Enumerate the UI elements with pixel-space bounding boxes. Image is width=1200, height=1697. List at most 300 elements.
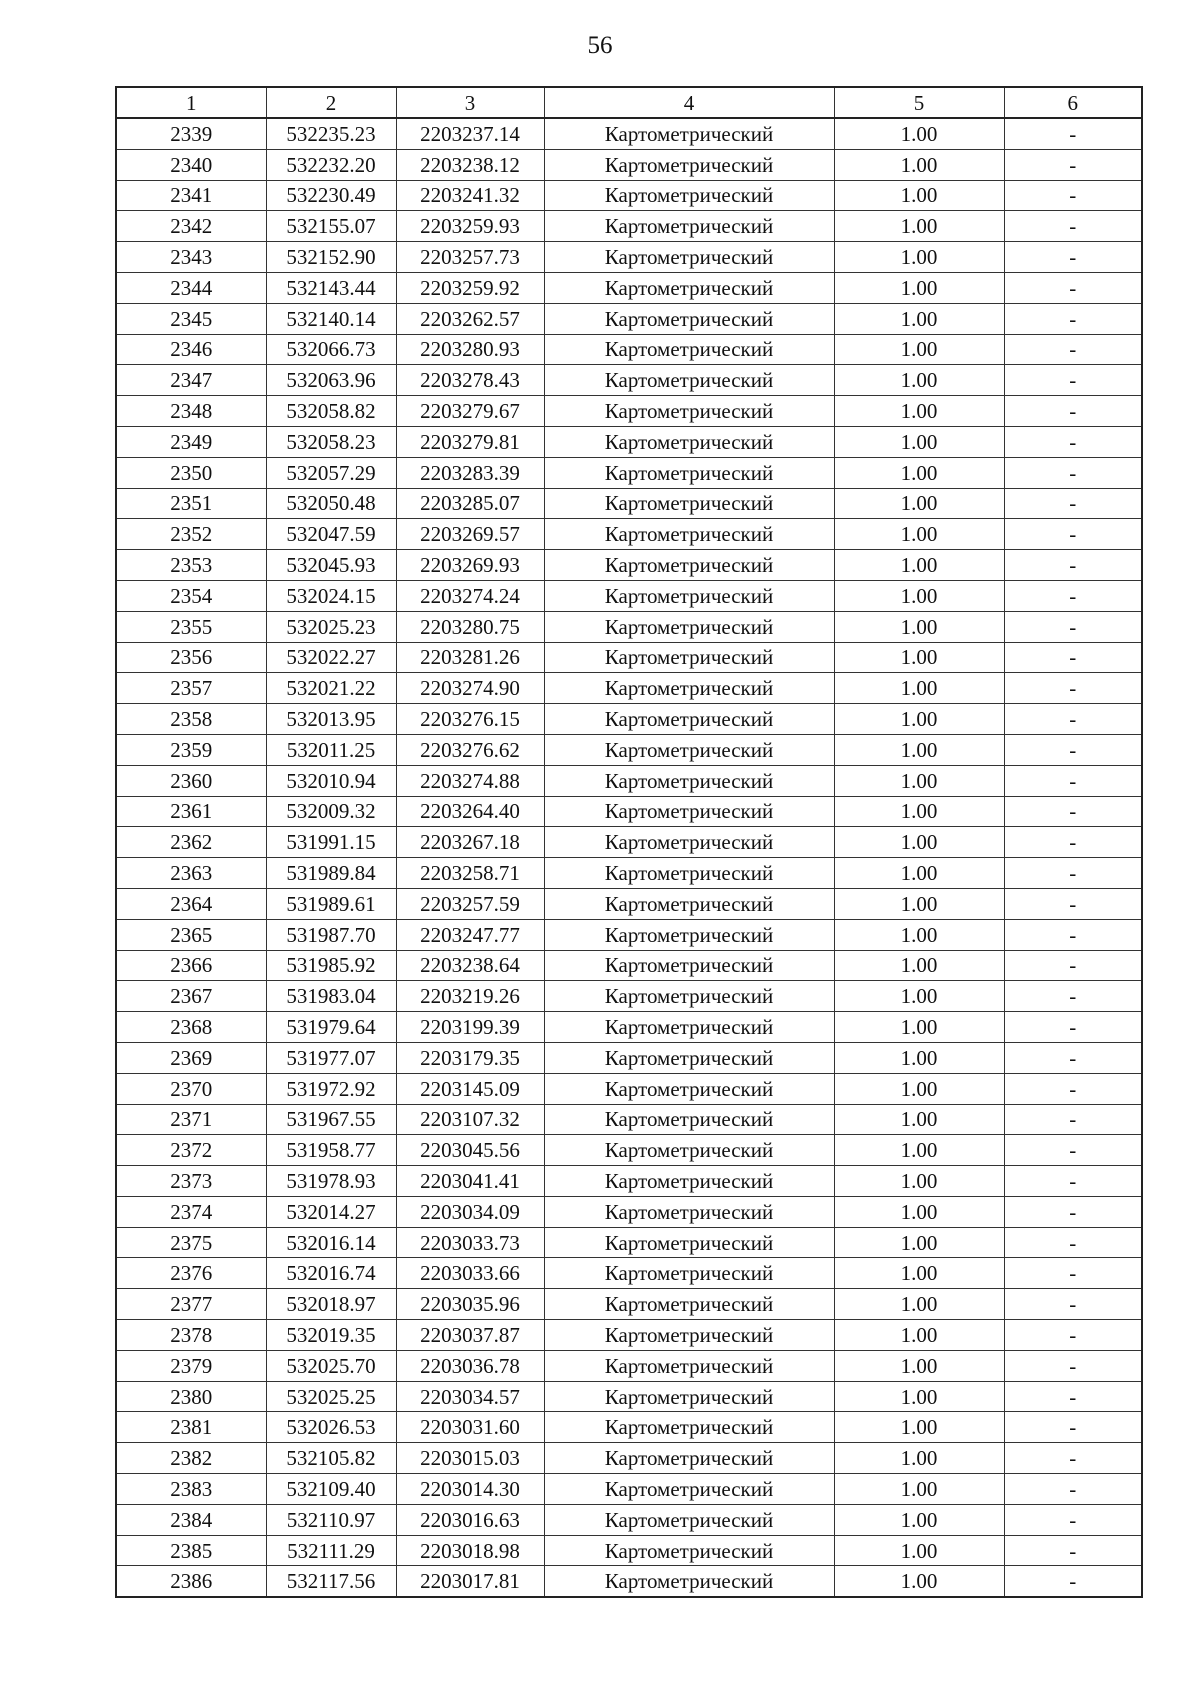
table-row — [116, 1350, 1142, 1381]
cell-method: Картометрический — [544, 1073, 834, 1104]
cell-method: Картометрический — [544, 1227, 834, 1258]
cell-point-number: 2340 — [116, 149, 266, 180]
cell-description: - — [1004, 1258, 1142, 1289]
table-row — [116, 1196, 1142, 1227]
column-header-2: 2 — [266, 87, 396, 118]
cell-method: Картометрический — [544, 334, 834, 365]
cell-point-number: 2357 — [116, 673, 266, 704]
cell-coord-y: 2203259.92 — [396, 272, 544, 303]
cell-coord-x: 532066.73 — [266, 334, 396, 365]
cell-accuracy: 1.00 — [834, 519, 1004, 550]
cell-accuracy: 1.00 — [834, 1350, 1004, 1381]
cell-coord-x: 532025.25 — [266, 1381, 396, 1412]
table-row — [116, 1104, 1142, 1135]
cell-method: Картометрический — [544, 365, 834, 396]
cell-point-number: 2363 — [116, 858, 266, 889]
cell-point-number: 2360 — [116, 765, 266, 796]
cell-accuracy: 1.00 — [834, 580, 1004, 611]
cell-point-number: 2356 — [116, 642, 266, 673]
cell-coord-y: 2203017.81 — [396, 1566, 544, 1597]
cell-method: Картометрический — [544, 1566, 834, 1597]
cell-accuracy: 1.00 — [834, 272, 1004, 303]
cell-accuracy: 1.00 — [834, 673, 1004, 704]
cell-point-number: 2364 — [116, 888, 266, 919]
cell-accuracy: 1.00 — [834, 1012, 1004, 1043]
cell-coord-y: 2203035.96 — [396, 1289, 544, 1320]
cell-method: Картометрический — [544, 981, 834, 1012]
table-row — [116, 519, 1142, 550]
cell-coord-x: 532058.82 — [266, 396, 396, 427]
cell-accuracy: 1.00 — [834, 1412, 1004, 1443]
cell-method: Картометрический — [544, 704, 834, 735]
column-header-4: 4 — [544, 87, 834, 118]
table-row — [116, 950, 1142, 981]
cell-description: - — [1004, 396, 1142, 427]
table-row — [116, 550, 1142, 581]
table-row — [116, 272, 1142, 303]
table-row — [116, 1535, 1142, 1566]
cell-accuracy: 1.00 — [834, 396, 1004, 427]
cell-coord-x: 532025.23 — [266, 611, 396, 642]
cell-coord-y: 2203259.93 — [396, 211, 544, 242]
cell-coord-x: 532011.25 — [266, 734, 396, 765]
cell-accuracy: 1.00 — [834, 1196, 1004, 1227]
cell-method: Картометрический — [544, 303, 834, 334]
cell-coord-x: 532230.49 — [266, 180, 396, 211]
cell-point-number: 2379 — [116, 1350, 266, 1381]
cell-method: Картометрический — [544, 796, 834, 827]
cell-accuracy: 1.00 — [834, 365, 1004, 396]
cell-coord-y: 2203033.66 — [396, 1258, 544, 1289]
page-number: 56 — [587, 32, 613, 59]
cell-method: Картометрический — [544, 1289, 834, 1320]
cell-accuracy: 1.00 — [834, 858, 1004, 889]
cell-coord-y: 2203276.15 — [396, 704, 544, 735]
cell-coord-y: 2203279.81 — [396, 426, 544, 457]
coordinates-table — [115, 86, 1143, 1598]
cell-method: Картометрический — [544, 888, 834, 919]
cell-coord-y: 2203276.62 — [396, 734, 544, 765]
cell-method: Картометрический — [544, 1135, 834, 1166]
cell-point-number: 2376 — [116, 1258, 266, 1289]
cell-method: Картометрический — [544, 519, 834, 550]
cell-coord-y: 2203219.26 — [396, 981, 544, 1012]
cell-method: Картометрический — [544, 1504, 834, 1535]
cell-coord-x: 532111.29 — [266, 1535, 396, 1566]
cell-accuracy: 1.00 — [834, 303, 1004, 334]
table-row — [116, 242, 1142, 273]
cell-description: - — [1004, 1073, 1142, 1104]
cell-point-number: 2366 — [116, 950, 266, 981]
cell-coord-x: 531978.93 — [266, 1166, 396, 1197]
cell-method: Картометрический — [544, 1474, 834, 1505]
cell-coord-y: 2203257.59 — [396, 888, 544, 919]
cell-description: - — [1004, 1350, 1142, 1381]
cell-coord-y: 2203279.67 — [396, 396, 544, 427]
cell-coord-y: 2203107.32 — [396, 1104, 544, 1135]
cell-coord-y: 2203274.90 — [396, 673, 544, 704]
cell-accuracy: 1.00 — [834, 1166, 1004, 1197]
cell-method: Картометрический — [544, 1535, 834, 1566]
cell-accuracy: 1.00 — [834, 242, 1004, 273]
cell-method: Картометрический — [544, 1042, 834, 1073]
cell-description: - — [1004, 704, 1142, 735]
table-row — [116, 396, 1142, 427]
cell-coord-x: 531979.64 — [266, 1012, 396, 1043]
cell-accuracy: 1.00 — [834, 1443, 1004, 1474]
cell-coord-x: 532047.59 — [266, 519, 396, 550]
cell-method: Картометрический — [544, 1443, 834, 1474]
cell-coord-x: 531985.92 — [266, 950, 396, 981]
cell-method: Картометрический — [544, 149, 834, 180]
cell-coord-y: 2203281.26 — [396, 642, 544, 673]
cell-description: - — [1004, 1474, 1142, 1505]
cell-coord-y: 2203274.88 — [396, 765, 544, 796]
cell-description: - — [1004, 1504, 1142, 1535]
cell-coord-x: 532232.20 — [266, 149, 396, 180]
cell-point-number: 2381 — [116, 1412, 266, 1443]
cell-method: Картометрический — [544, 118, 834, 149]
cell-description: - — [1004, 1166, 1142, 1197]
cell-coord-x: 531987.70 — [266, 919, 396, 950]
cell-coord-x: 531989.61 — [266, 888, 396, 919]
cell-coord-x: 531983.04 — [266, 981, 396, 1012]
cell-method: Картометрический — [544, 211, 834, 242]
table-row — [116, 426, 1142, 457]
cell-coord-x: 532019.35 — [266, 1320, 396, 1351]
cell-accuracy: 1.00 — [834, 1566, 1004, 1597]
cell-coord-x: 532045.93 — [266, 550, 396, 581]
cell-description: - — [1004, 211, 1142, 242]
table-body — [116, 118, 1142, 1597]
cell-description: - — [1004, 272, 1142, 303]
cell-coord-x: 532063.96 — [266, 365, 396, 396]
cell-coord-y: 2203262.57 — [396, 303, 544, 334]
cell-coord-y: 2203034.57 — [396, 1381, 544, 1412]
cell-description: - — [1004, 1104, 1142, 1135]
cell-point-number: 2344 — [116, 272, 266, 303]
cell-coord-x: 532022.27 — [266, 642, 396, 673]
cell-description: - — [1004, 550, 1142, 581]
table-row — [116, 1166, 1142, 1197]
cell-coord-y: 2203257.73 — [396, 242, 544, 273]
table-row — [116, 303, 1142, 334]
cell-method: Картометрический — [544, 827, 834, 858]
cell-point-number: 2383 — [116, 1474, 266, 1505]
cell-accuracy: 1.00 — [834, 827, 1004, 858]
cell-method: Картометрический — [544, 580, 834, 611]
cell-coord-x: 532140.14 — [266, 303, 396, 334]
cell-accuracy: 1.00 — [834, 334, 1004, 365]
cell-coord-x: 532014.27 — [266, 1196, 396, 1227]
cell-coord-y: 2203036.78 — [396, 1350, 544, 1381]
cell-coord-x: 532143.44 — [266, 272, 396, 303]
cell-point-number: 2353 — [116, 550, 266, 581]
cell-coord-x: 532013.95 — [266, 704, 396, 735]
cell-coord-y: 2203269.93 — [396, 550, 544, 581]
cell-coord-x: 531991.15 — [266, 827, 396, 858]
cell-point-number: 2349 — [116, 426, 266, 457]
cell-coord-x: 532024.15 — [266, 580, 396, 611]
cell-accuracy: 1.00 — [834, 180, 1004, 211]
cell-point-number: 2370 — [116, 1073, 266, 1104]
column-header-3: 3 — [396, 87, 544, 118]
cell-coord-y: 2203016.63 — [396, 1504, 544, 1535]
cell-method: Картометрический — [544, 1350, 834, 1381]
cell-point-number: 2361 — [116, 796, 266, 827]
table-row — [116, 1320, 1142, 1351]
cell-description: - — [1004, 580, 1142, 611]
cell-coord-y: 2203258.71 — [396, 858, 544, 889]
cell-description: - — [1004, 1042, 1142, 1073]
cell-coord-y: 2203237.14 — [396, 118, 544, 149]
cell-coord-y: 2203241.32 — [396, 180, 544, 211]
cell-description: - — [1004, 796, 1142, 827]
cell-coord-x: 531967.55 — [266, 1104, 396, 1135]
cell-coord-x: 532018.97 — [266, 1289, 396, 1320]
cell-accuracy: 1.00 — [834, 1135, 1004, 1166]
cell-point-number: 2365 — [116, 919, 266, 950]
table-row — [116, 734, 1142, 765]
cell-description: - — [1004, 242, 1142, 273]
table-row — [116, 704, 1142, 735]
cell-method: Картометрический — [544, 1166, 834, 1197]
cell-coord-x: 532021.22 — [266, 673, 396, 704]
cell-point-number: 2358 — [116, 704, 266, 735]
cell-description: - — [1004, 888, 1142, 919]
cell-description: - — [1004, 426, 1142, 457]
cell-accuracy: 1.00 — [834, 1042, 1004, 1073]
cell-coord-y: 2203280.75 — [396, 611, 544, 642]
table-row — [116, 1073, 1142, 1104]
table-row — [116, 827, 1142, 858]
table-row — [116, 1135, 1142, 1166]
cell-method: Картометрический — [544, 858, 834, 889]
cell-coord-y: 2203238.64 — [396, 950, 544, 981]
cell-accuracy: 1.00 — [834, 919, 1004, 950]
cell-accuracy: 1.00 — [834, 611, 1004, 642]
cell-description: - — [1004, 765, 1142, 796]
cell-point-number: 2351 — [116, 488, 266, 519]
cell-coord-y: 2203274.24 — [396, 580, 544, 611]
cell-accuracy: 1.00 — [834, 734, 1004, 765]
cell-accuracy: 1.00 — [834, 488, 1004, 519]
cell-method: Картометрический — [544, 272, 834, 303]
table-header — [116, 87, 1142, 118]
cell-coord-y: 2203199.39 — [396, 1012, 544, 1043]
cell-description: - — [1004, 858, 1142, 889]
cell-method: Картометрический — [544, 1258, 834, 1289]
cell-coord-y: 2203037.87 — [396, 1320, 544, 1351]
cell-coord-x: 532016.74 — [266, 1258, 396, 1289]
cell-accuracy: 1.00 — [834, 1504, 1004, 1535]
cell-point-number: 2359 — [116, 734, 266, 765]
cell-coord-y: 2203278.43 — [396, 365, 544, 396]
table-row — [116, 796, 1142, 827]
cell-point-number: 2371 — [116, 1104, 266, 1135]
column-header-1: 1 — [116, 87, 266, 118]
cell-coord-y: 2203145.09 — [396, 1073, 544, 1104]
cell-description: - — [1004, 1196, 1142, 1227]
cell-coord-x: 532016.14 — [266, 1227, 396, 1258]
table-row — [116, 919, 1142, 950]
table-row — [116, 118, 1142, 149]
cell-coord-x: 532050.48 — [266, 488, 396, 519]
cell-accuracy: 1.00 — [834, 796, 1004, 827]
cell-point-number: 2342 — [116, 211, 266, 242]
cell-point-number: 2346 — [116, 334, 266, 365]
cell-coord-x: 531977.07 — [266, 1042, 396, 1073]
cell-accuracy: 1.00 — [834, 765, 1004, 796]
cell-point-number: 2348 — [116, 396, 266, 427]
cell-method: Картометрический — [544, 673, 834, 704]
cell-description: - — [1004, 1381, 1142, 1412]
cell-point-number: 2352 — [116, 519, 266, 550]
cell-point-number: 2372 — [116, 1135, 266, 1166]
cell-coord-y: 2203285.07 — [396, 488, 544, 519]
cell-method: Картометрический — [544, 765, 834, 796]
cell-point-number: 2368 — [116, 1012, 266, 1043]
cell-coord-y: 2203034.09 — [396, 1196, 544, 1227]
cell-method: Картометрический — [544, 1381, 834, 1412]
header-row — [116, 87, 1142, 118]
cell-description: - — [1004, 642, 1142, 673]
cell-point-number: 2374 — [116, 1196, 266, 1227]
cell-description: - — [1004, 334, 1142, 365]
cell-description: - — [1004, 180, 1142, 211]
cell-coord-y: 2203033.73 — [396, 1227, 544, 1258]
cell-accuracy: 1.00 — [834, 118, 1004, 149]
table-row — [116, 673, 1142, 704]
table-row — [116, 1042, 1142, 1073]
cell-description: - — [1004, 673, 1142, 704]
table-row — [116, 149, 1142, 180]
cell-method: Картометрический — [544, 1012, 834, 1043]
cell-coord-y: 2203267.18 — [396, 827, 544, 858]
cell-point-number: 2341 — [116, 180, 266, 211]
table-row — [116, 1381, 1142, 1412]
cell-method: Картометрический — [544, 1320, 834, 1351]
cell-point-number: 2355 — [116, 611, 266, 642]
cell-description: - — [1004, 827, 1142, 858]
cell-method: Картометрический — [544, 1104, 834, 1135]
cell-accuracy: 1.00 — [834, 1320, 1004, 1351]
cell-description: - — [1004, 1227, 1142, 1258]
cell-method: Картометрический — [544, 426, 834, 457]
cell-description: - — [1004, 919, 1142, 950]
cell-point-number: 2350 — [116, 457, 266, 488]
table-row — [116, 365, 1142, 396]
cell-description: - — [1004, 1443, 1142, 1474]
cell-accuracy: 1.00 — [834, 1381, 1004, 1412]
cell-method: Картометрический — [544, 242, 834, 273]
cell-coord-y: 2203031.60 — [396, 1412, 544, 1443]
table-row — [116, 765, 1142, 796]
cell-coord-y: 2203045.56 — [396, 1135, 544, 1166]
cell-description: - — [1004, 1289, 1142, 1320]
cell-description: - — [1004, 519, 1142, 550]
cell-coord-x: 532110.97 — [266, 1504, 396, 1535]
cell-description: - — [1004, 1135, 1142, 1166]
cell-point-number: 2354 — [116, 580, 266, 611]
cell-accuracy: 1.00 — [834, 1258, 1004, 1289]
cell-point-number: 2384 — [116, 1504, 266, 1535]
cell-point-number: 2375 — [116, 1227, 266, 1258]
cell-coord-x: 532105.82 — [266, 1443, 396, 1474]
cell-method: Картометрический — [544, 457, 834, 488]
table-row — [116, 1504, 1142, 1535]
cell-coord-x: 531958.77 — [266, 1135, 396, 1166]
cell-method: Картометрический — [544, 396, 834, 427]
cell-point-number: 2362 — [116, 827, 266, 858]
cell-point-number: 2343 — [116, 242, 266, 273]
cell-method: Картометрический — [544, 1196, 834, 1227]
table-row — [116, 211, 1142, 242]
cell-accuracy: 1.00 — [834, 888, 1004, 919]
table-row — [116, 1443, 1142, 1474]
cell-accuracy: 1.00 — [834, 1289, 1004, 1320]
table-row — [116, 1474, 1142, 1505]
cell-coord-x: 532010.94 — [266, 765, 396, 796]
cell-coord-x: 532057.29 — [266, 457, 396, 488]
cell-description: - — [1004, 457, 1142, 488]
table-row — [116, 580, 1142, 611]
cell-coord-x: 532235.23 — [266, 118, 396, 149]
cell-coord-x: 531989.84 — [266, 858, 396, 889]
cell-coord-y: 2203280.93 — [396, 334, 544, 365]
cell-coord-y: 2203238.12 — [396, 149, 544, 180]
cell-description: - — [1004, 303, 1142, 334]
cell-coord-x: 532109.40 — [266, 1474, 396, 1505]
cell-accuracy: 1.00 — [834, 1227, 1004, 1258]
cell-accuracy: 1.00 — [834, 550, 1004, 581]
cell-coord-x: 532117.56 — [266, 1566, 396, 1597]
cell-point-number: 2347 — [116, 365, 266, 396]
cell-description: - — [1004, 365, 1142, 396]
table-row — [116, 457, 1142, 488]
cell-method: Картометрический — [544, 642, 834, 673]
cell-accuracy: 1.00 — [834, 426, 1004, 457]
cell-description: - — [1004, 981, 1142, 1012]
table-row — [116, 1258, 1142, 1289]
cell-description: - — [1004, 950, 1142, 981]
cell-description: - — [1004, 1320, 1142, 1351]
cell-accuracy: 1.00 — [834, 457, 1004, 488]
cell-accuracy: 1.00 — [834, 1073, 1004, 1104]
cell-accuracy: 1.00 — [834, 1474, 1004, 1505]
column-header-5: 5 — [834, 87, 1004, 118]
cell-coord-y: 2203018.98 — [396, 1535, 544, 1566]
cell-point-number: 2385 — [116, 1535, 266, 1566]
table-row — [116, 981, 1142, 1012]
cell-point-number: 2339 — [116, 118, 266, 149]
cell-coord-y: 2203283.39 — [396, 457, 544, 488]
cell-accuracy: 1.00 — [834, 149, 1004, 180]
cell-point-number: 2369 — [116, 1042, 266, 1073]
cell-description: - — [1004, 1566, 1142, 1597]
cell-coord-y: 2203264.40 — [396, 796, 544, 827]
cell-method: Картометрический — [544, 488, 834, 519]
cell-coord-x: 531972.92 — [266, 1073, 396, 1104]
cell-description: - — [1004, 1535, 1142, 1566]
cell-point-number: 2345 — [116, 303, 266, 334]
cell-method: Картометрический — [544, 734, 834, 765]
table-row — [116, 1289, 1142, 1320]
cell-method: Картометрический — [544, 950, 834, 981]
table-row — [116, 334, 1142, 365]
cell-coord-y: 2203015.03 — [396, 1443, 544, 1474]
table-row — [116, 488, 1142, 519]
